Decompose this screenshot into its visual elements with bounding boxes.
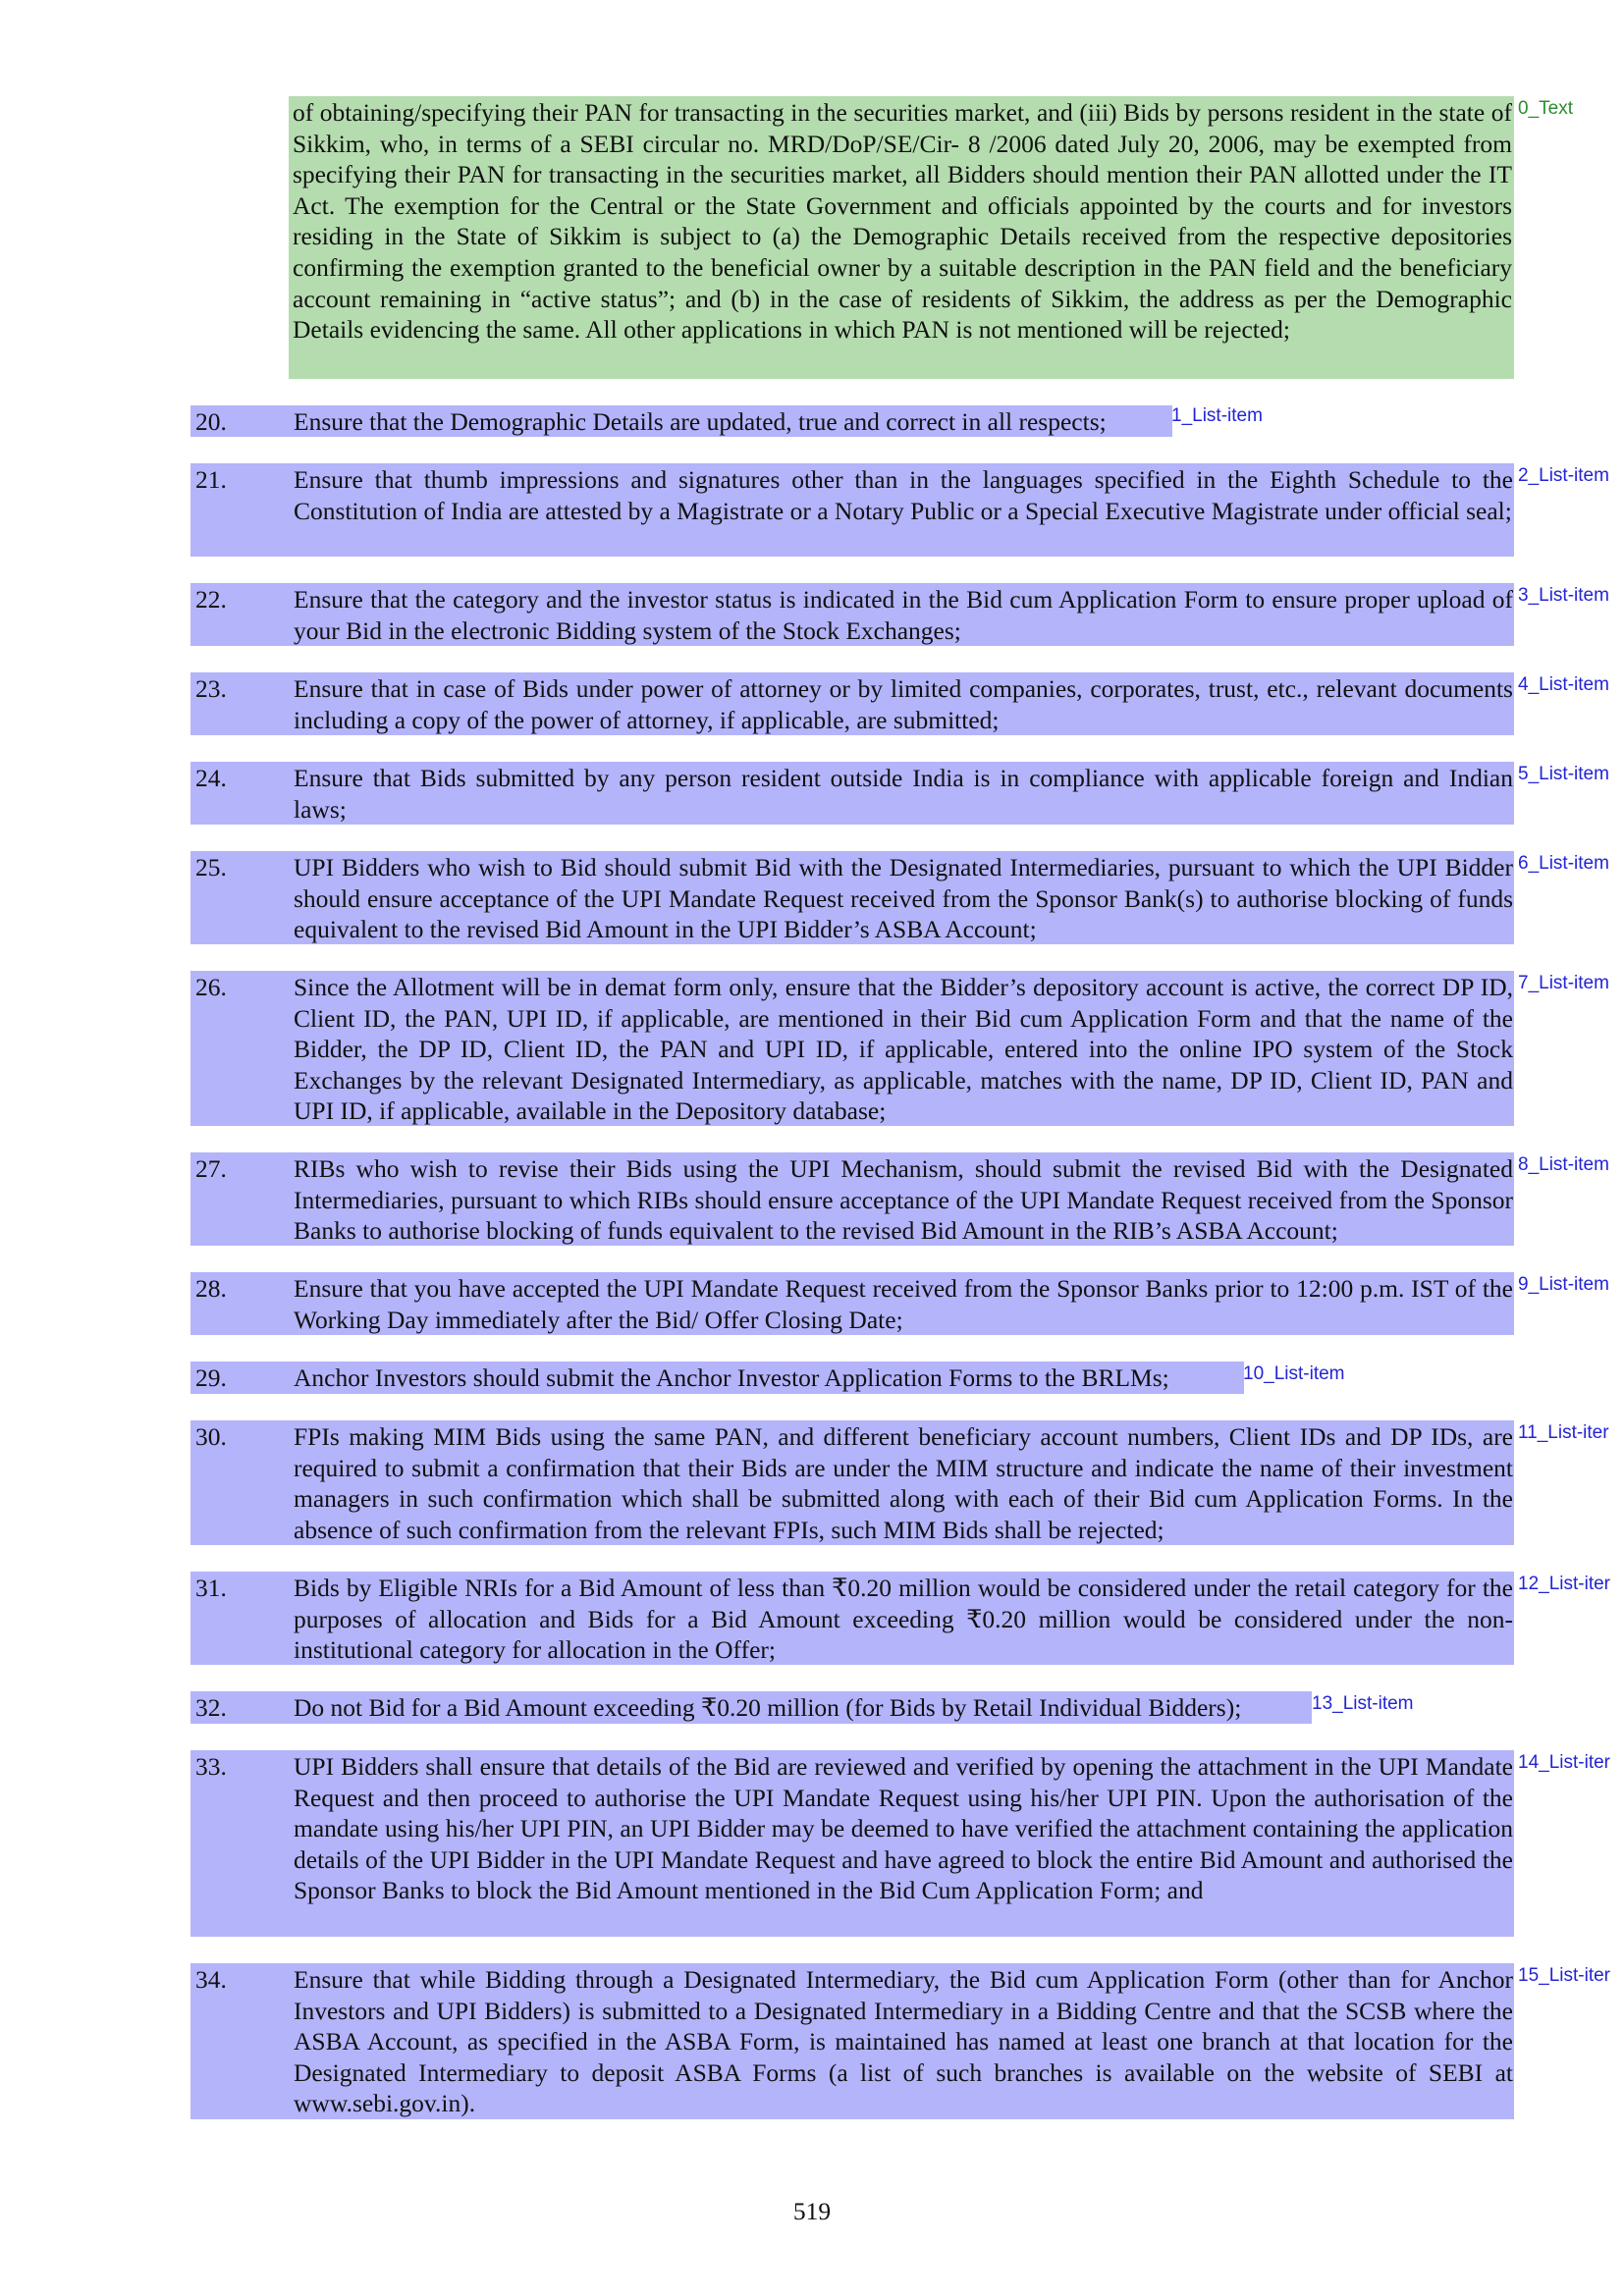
list-item-number: 25. (195, 853, 227, 881)
list-item-tag: 1_List-item (1171, 405, 1263, 426)
list-item-number: 30. (195, 1422, 227, 1451)
list-item-tag: 4_List-item (1518, 674, 1609, 695)
list-item-number: 28. (195, 1274, 227, 1303)
list-item-number: 21. (195, 465, 227, 494)
list-item-tag: 2_List-item (1518, 465, 1609, 486)
list-item-tag: 10_List-item (1243, 1363, 1345, 1384)
list-item-text: FPIs making MIM Bids using the same PAN, and different beneficiary account numbers, Client IDs and DP IDs, are required to submit a confirmation that their Bids are under the MIM structure and indicate the name of their investment managers in such confirmation which shall be submitted along with each of their Bid cum Application Forms. In the absence of such confirmation from the relevant FPIs, such MIM Bids shall be rejected; (294, 1422, 1513, 1544)
list-item-number: 29. (195, 1363, 227, 1392)
list-item-number: 27. (195, 1154, 227, 1183)
list-item-tag: 12_List-iter (1518, 1574, 1610, 1594)
list-item-text: Anchor Investors should submit the Anchor Investor Application Forms to the BRLMs; (294, 1363, 1169, 1392)
list-item-tag: 7_List-item (1518, 973, 1609, 993)
list-item-tag: 5_List-item (1518, 764, 1609, 784)
list-item-text: UPI Bidders who wish to Bid should submit Bid with the Designated Intermediaries, pursuant to which the UPI Bidder should ensure acceptance of the UPI Mandate Request received from the Sponsor Bank(s) to authorise blocking of funds equivalent to the revised Bid Amount in the UPI Bidder’s ASBA Account; (294, 853, 1513, 944)
list-item-text: Ensure that the Demographic Details are updated, true and correct in all respects; (294, 407, 1107, 436)
list-item-text: Do not Bid for a Bid Amount exceeding ₹0.20 million (for Bids by Retail Individual Bidders); (294, 1693, 1242, 1722)
list-item-number: 26. (195, 973, 227, 1001)
list-item-text: Ensure that while Bidding through a Designated Intermediary, the Bid cum Application Form (other than for Anchor Investors and UPI Bidders) is submitted to a Designated Intermediary in a Bidding Centre and that the SCSB where the ASBA Account, as specified in the ASBA Form, is maintained has named at least one branch at that location for the Designated Intermediary to deposit ASBA Forms (a list of such branches is available on the website of SEBI at www.sebi.gov.in). (294, 1965, 1513, 2118)
list-item-text: Ensure that the category and the investor status is indicated in the Bid cum Application Form to ensure proper upload of your Bid in the electronic Bidding system of the Stock Exchanges; (294, 585, 1513, 645)
page-number: 519 (792, 2197, 832, 2225)
list-item-number: 24. (195, 764, 227, 792)
list-item-tag: 11_List-iter (1518, 1422, 1609, 1443)
list-item-text: Ensure that Bids submitted by any person resident outside India is in compliance with applicable foreign and Indian laws; (294, 764, 1513, 824)
text-paragraph: of obtaining/specifying their PAN for transacting in the securities market, and (iii) Bids by persons resident in the state of Sikkim, who, in terms of a SEBI circular no. MRD/DoP/SE/Cir- 8 /2006 dated July 20, 2006, may be exempted from specifying their PAN for transacting in the securities market, all Bidders should mention their PAN allotted under the IT Act. The exemption for the Central or the State Government and officials appointed by the courts and for investors residing in the State of Sikkim is subject to (a) the Demographic Details received from the respective depositories confirming the exemption granted to the beneficial owner by a suitable description in the PAN field and the beneficiary account remaining in “active status”; and (b) in the case of residents of Sikkim, the address as per the Demographic Details evidencing the same. All other applications in which PAN is not mentioned will be rejected; (293, 98, 1512, 345)
list-item-text: Bids by Eligible NRIs for a Bid Amount of less than ₹0.20 million would be considered under the retail category for the purposes of allocation and Bids for a Bid Amount exceeding ₹0.20 million would be considered under the non-institutional category for allocation in the Offer; (294, 1574, 1513, 1665)
list-item-tag: 13_List-item (1312, 1693, 1414, 1714)
text-block-tag: 0_Text (1518, 98, 1573, 119)
list-item-number: 31. (195, 1574, 227, 1602)
list-item-tag: 6_List-item (1518, 853, 1609, 874)
list-item-text: Ensure that in case of Bids under power of attorney or by limited companies, corporates, trust, etc., relevant documents including a copy of the power of attorney, if applicable, are submitted; (294, 674, 1513, 734)
list-item-number: 33. (195, 1752, 227, 1781)
list-item-tag: 3_List-item (1518, 585, 1609, 606)
list-item-text: Ensure that you have accepted the UPI Mandate Request received from the Sponsor Banks prior to 12:00 p.m. IST of the Working Day immediately after the Bid/ Offer Closing Date; (294, 1274, 1513, 1334)
list-item-tag: 9_List-item (1518, 1274, 1609, 1295)
list-item-text: Ensure that thumb impressions and signatures other than in the languages specified in the Eighth Schedule to the Constitution of India are attested by a Magistrate or a Notary Public or a Special Executive Magistrate under official seal; (294, 465, 1513, 525)
list-item-tag: 14_List-iter (1518, 1752, 1610, 1773)
list-item-tag: 8_List-item (1518, 1154, 1609, 1175)
list-item-tag: 15_List-iter (1518, 1965, 1610, 1986)
list-item-text: UPI Bidders shall ensure that details of the Bid are reviewed and verified by opening the attachment in the UPI Mandate Request and then proceed to authorise the UPI Mandate Request using his/her UPI PIN. Upon the authorisation of the mandate using his/her UPI PIN, an UPI Bidder may be deemed to have verified the attachment containing the application details of the UPI Bidder in the UPI Mandate Request and have agreed to block the entire Bid Amount and authorised the Sponsor Banks to block the Bid Amount mentioned in the Bid Cum Application Form; and (294, 1752, 1513, 1905)
list-item-number: 34. (195, 1965, 227, 1994)
list-item-number: 23. (195, 674, 227, 703)
list-item-text: Since the Allotment will be in demat form only, ensure that the Bidder’s depository account is active, the correct DP ID, Client ID, the PAN, UPI ID, if applicable, are mentioned in their Bid cum Application Form and that the name of the Bidder, the DP ID, Client ID, the PAN and UPI ID, if applicable, entered into the online IPO system of the Stock Exchanges by the relevant Designated Intermediary, as applicable, matches with the name, DP ID, Client ID, PAN and UPI ID, if applicable, available in the Depository database; (294, 973, 1513, 1126)
list-item-number: 22. (195, 585, 227, 614)
list-item-number: 32. (195, 1693, 227, 1722)
list-item-number: 20. (195, 407, 227, 436)
list-item-text: RIBs who wish to revise their Bids using the UPI Mechanism, should submit the revised Bid with the Designated Intermediaries, pursuant to which RIBs should ensure acceptance of the UPI Mandate Request received from the Sponsor Banks to authorise blocking of funds equivalent to the revised Bid Amount in the RIB’s ASBA Account; (294, 1154, 1513, 1246)
